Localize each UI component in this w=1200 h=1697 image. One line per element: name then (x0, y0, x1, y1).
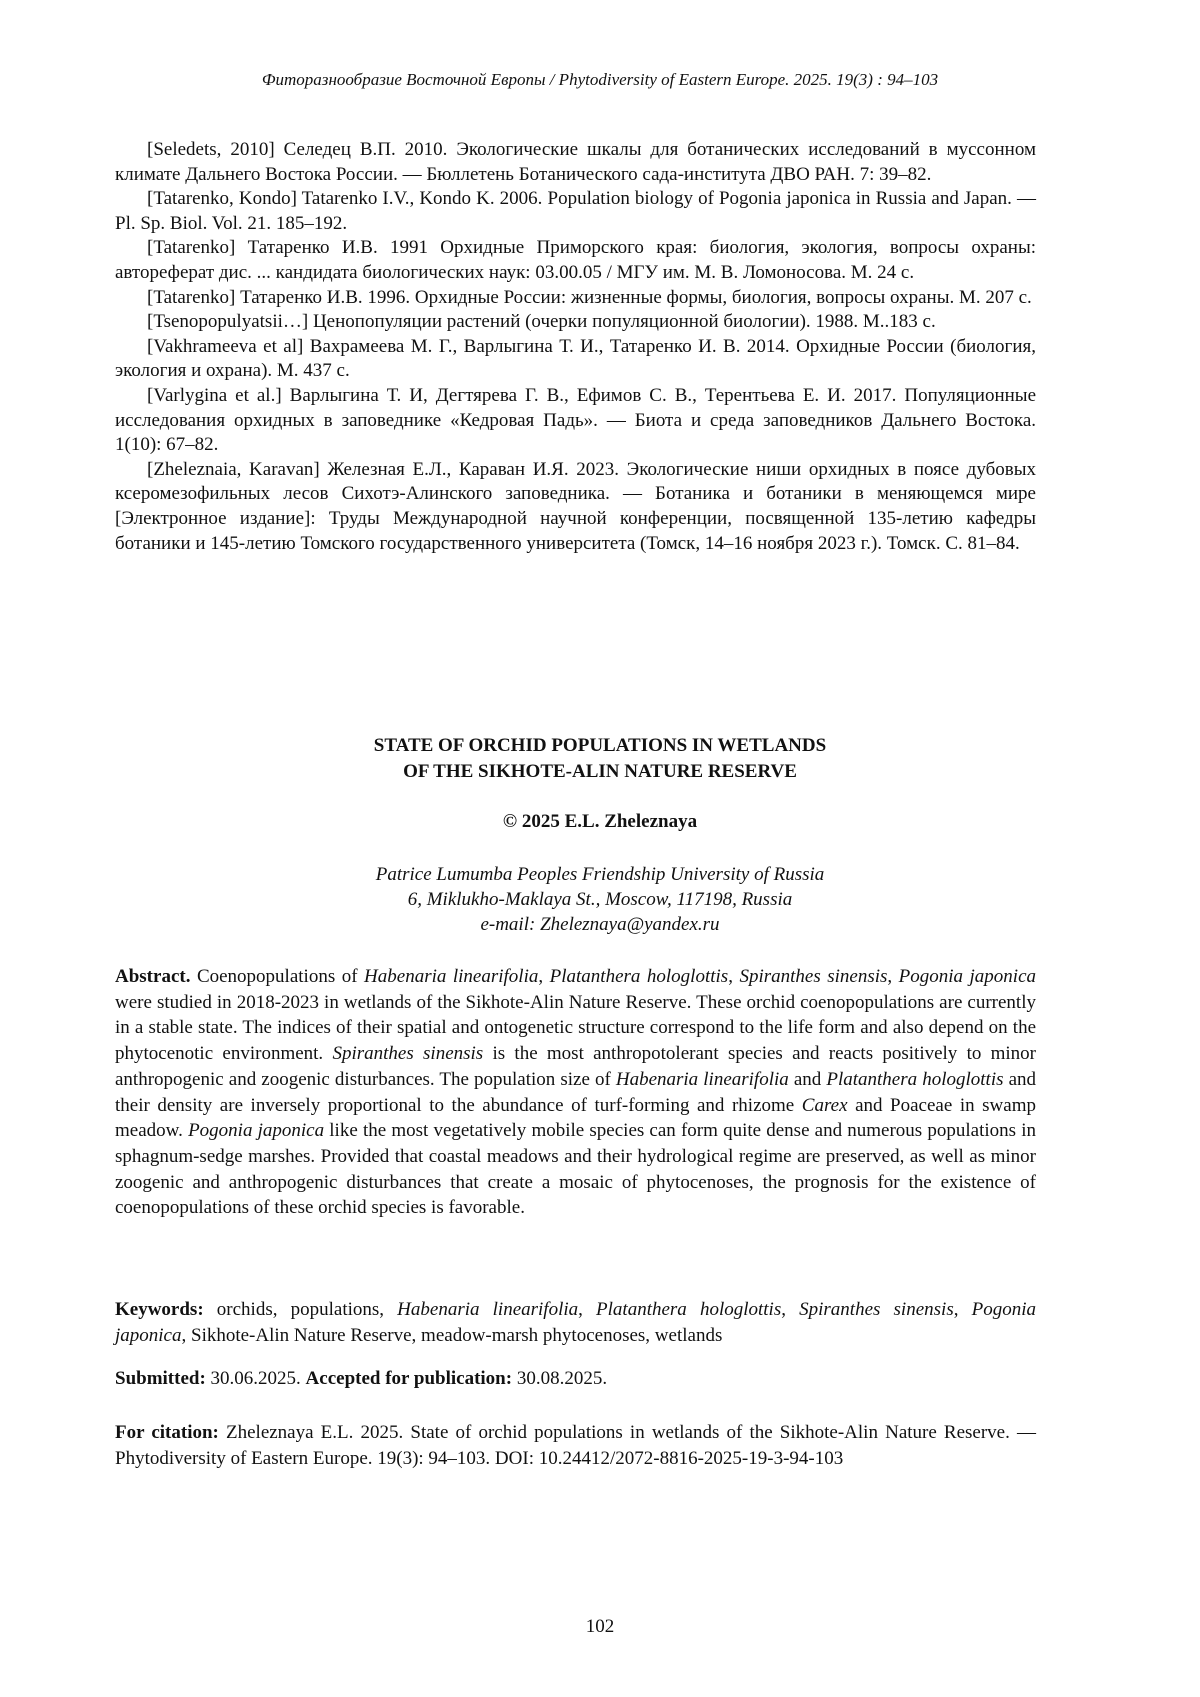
address: 6, Miklukho-Maklaya St., Moscow, 117198, Russia (0, 887, 1200, 912)
submission-dates (115, 1368, 1036, 1390)
species-name: Habenaria linearifolia (616, 1069, 789, 1090)
keywords-label: Keywords: (115, 1299, 204, 1320)
abstract-text: Coenopopulations of Habenaria linearifolia, Platanthera hologlottis, Spiranthes sinensis, Pogonia japonica were studied in 2018-2023 in wetlands of the Sikhote-Alin Nature Reserve. These orchid coenopopulations are currently in a stable state. The indices of their spatial and ontogenetic structure correspond to the life form and also depend on the phytocenotic environment. Spiranthes sinensis is the most anthropotolerant species and reacts positively to minor anthropogenic and zoogenic disturbances. The population size of Habenaria linearifolia and Platanthera hologlottis and their density are inversely proportional to the abundance of turf-forming and rhizome Carex and Poaceae in swamp meadow. Pogonia japonica like the most vegetatively mobile species can form quite dense and numerous populations in sphagnum-sedge marshes. Provided that coastal meadows and their hydrological regime are preserved, as well as minor zoogenic and anthropogenic disturbances that create a mosaic of phytocenoses, the prognosis for the existence of coenopopulations of these orchid species is favorable. (115, 966, 1036, 1218)
keywords (115, 1297, 1036, 1348)
reference-list (115, 138, 1036, 556)
abstract-label: Abstract. (115, 966, 190, 987)
page-number: 102 (0, 1616, 1200, 1638)
species-name: Spiranthes sinensis (739, 966, 887, 987)
title-line: STATE OF ORCHID POPULATIONS IN WETLANDS (0, 733, 1200, 759)
reference-item: [Vakhrameeva et al] Вахрамеева М. Г., Варлыгина Т. И., Татаренко И. В. 2014. Орхидные России (биология, экология и охрана). М. 437 с. (115, 335, 1036, 384)
species-name: Carex (802, 1095, 848, 1116)
abstract (115, 964, 1036, 1221)
reference-item: [Tatarenko, Kondo] Tatarenko I.V., Kondo K. 2006. Population biology of Pogonia japonica in Russia and Japan. — Pl. Sp. Biol. Vol. 21. 185–192. (115, 187, 1036, 236)
accepted-label: Accepted for publication: (306, 1368, 513, 1389)
author-copyright: © 2025 E.L. Zheleznaya (0, 811, 1200, 833)
article-title (0, 733, 1200, 785)
citation-label: For citation: (115, 1422, 219, 1443)
citation-text: Zheleznaya E.L. 2025. State of orchid populations in wetlands of the Sikhote-Alin Nature Reserve. — Phytodiversity of Eastern Europe. 19(3): 94–103. DOI: 10.24412/2072-8816-2025-19-3-94-103 (115, 1422, 1036, 1469)
species-name: Pogonia japonica (115, 1299, 1036, 1346)
affiliation-block (0, 862, 1200, 937)
reference-item: [Tsenopopulyatsii…] Ценопопуляции растений (очерки популяционной биологии). 1988. М..183 с. (115, 310, 1036, 335)
reference-item: [Zheleznaia, Karavan] Железная Е.Л., Караван И.Я. 2023. Экологические ниши орхидных в поясе дубовых ксеромезофильных лесов Сихотэ-Алинского заповедника. — Ботаника и ботаники в меняющемся мире [Электронное издание]: Труды Международной научной конференции, посвященной 135-летию кафедры ботаники и 145-летию Томского государственного университета (Томск, 14–16 ноября 2023 г.). Томск. С. 81–84. (115, 458, 1036, 556)
email[interactable]: e-mail: Zheleznaya@yandex.ru (0, 912, 1200, 937)
affiliation: Patrice Lumumba Peoples Friendship University of Russia (0, 862, 1200, 887)
reference-item: [Tatarenko] Татаренко И.В. 1996. Орхидные России: жизненные формы, биология, вопросы охраны. М. 207 с. (115, 286, 1036, 311)
reference-item: [Seledets, 2010] Селедец В.П. 2010. Экологические шкалы для ботанических исследований в муссонном климате Дальнего Востока России. — Бюллетень Ботанического сада-института ДВО РАН. 7: 39–82. (115, 138, 1036, 187)
species-name: Pogonia japonica (188, 1120, 324, 1141)
keywords-text: orchids, populations, Habenaria linearifolia, Platanthera hologlottis, Spiranthes sinensis, Pogonia japonica, Sikhote-Alin Nature Reserve, meadow-marsh phytocenoses, wetlands (115, 1299, 1036, 1346)
species-name: Habenaria linearifolia (364, 966, 538, 987)
species-name: Spiranthes sinensis (332, 1043, 483, 1064)
species-name: Platanthera hologlottis (826, 1069, 1003, 1090)
submitted-label: Submitted: (115, 1368, 206, 1389)
species-name: Pogonia japonica (899, 966, 1036, 987)
citation (115, 1420, 1036, 1471)
accepted-date: 30.08.2025. (512, 1368, 607, 1389)
title-line: OF THE SIKHOTE-ALIN NATURE RESERVE (0, 759, 1200, 785)
reference-item: [Varlygina et al.] Варлыгина Т. И, Дегтярева Г. В., Ефимов С. В., Терентьева Е. И. 2017. Популяционные исследования орхидных в заповеднике «Кедровая Падь». — Биота и среда заповедников Дальнего Востока. 1(10): 67–82. (115, 384, 1036, 458)
submitted-date: 30.06.2025. (206, 1368, 306, 1389)
running-header: Фиторазнообразие Восточной Европы / Phytodiversity of Eastern Europe. 2025. 19(3) : 94–103 (0, 70, 1200, 90)
species-name: Platanthera hologlottis (596, 1299, 781, 1320)
species-name: Spiranthes sinensis (799, 1299, 954, 1320)
species-name: Habenaria linearifolia (397, 1299, 578, 1320)
reference-item: [Tatarenko] Татаренко И.В. 1991 Орхидные Приморского края: биология, экология, вопросы охраны: автореферат дис. ... кандидата биологических наук: 03.00.05 / МГУ им. М. В. Ломоносова. М. 24 с. (115, 236, 1036, 285)
species-name: Platanthera hologlottis (550, 966, 729, 987)
